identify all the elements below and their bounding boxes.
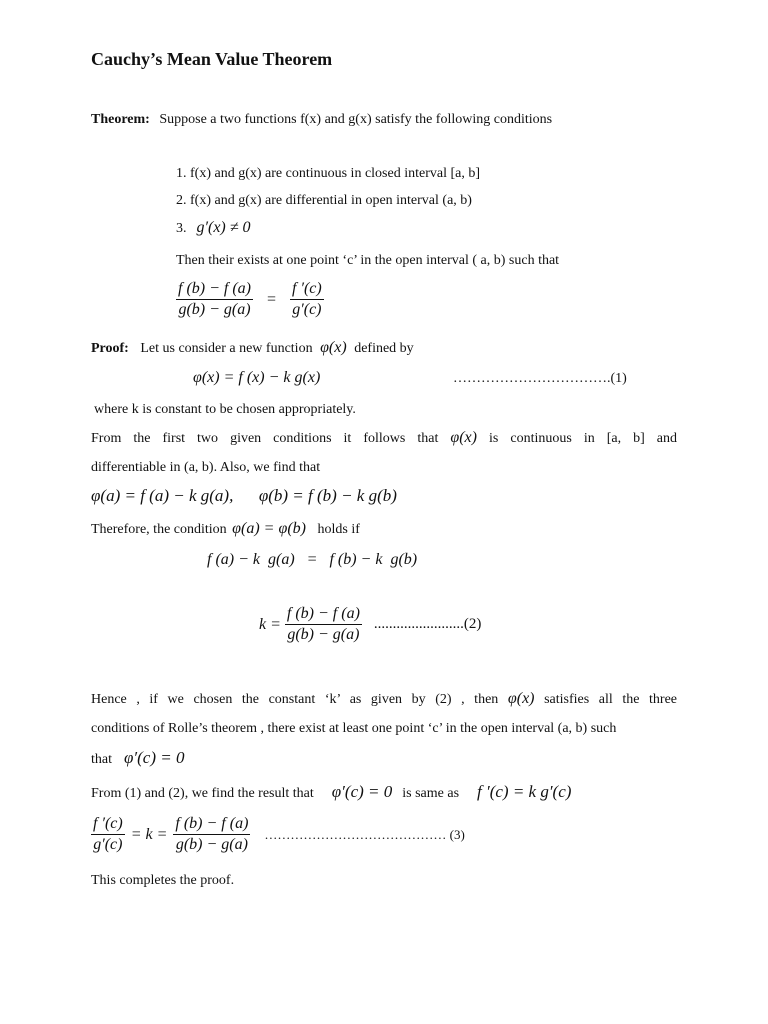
condition-2: 2. f(x) and g(x) are differential in open interval (a, b) [176,193,472,208]
k-note: where k is constant to be chosen appropriately. [94,402,356,417]
theorem-label: Theorem: [91,112,150,127]
continuity-before: From the first two given conditions it follows that [91,431,439,446]
hence-after: satisfies all the three [544,692,678,707]
equation-1: φ(x) = f (x) − k g(x) [193,369,321,386]
final-rhs-fraction [173,815,250,854]
condition-line [91,520,360,538]
result-rhs-denominator: g′(c) [292,301,322,318]
theorem-intro: Suppose a two functions f(x) and g(x) satisfy the following conditions [159,112,553,127]
condition-3-number: 3. [176,221,187,236]
condition-3-math: g′(x) ≠ 0 [196,219,251,236]
same-as-text: is same as [402,786,460,801]
result-lhs-fraction [176,280,253,319]
final-lhs-numerator: f ′(c) [93,815,123,832]
from-text: From (1) and (2), we find the result that [91,786,314,801]
from-line [91,782,571,802]
continuity-phi: φ(x) [450,429,477,446]
final-lhs-fraction [91,815,125,854]
proof-intro-line [91,339,414,357]
from-math-2: f ′(c) = k g′(c) [477,782,572,801]
hence-line [91,690,677,708]
proof-label: Proof: [91,341,129,356]
proof-intro-before: Let us consider a new function [140,341,313,356]
continuity-line [91,429,677,447]
k-denominator: g(b) − g(a) [287,626,360,643]
rolle-line: conditions of Rolle’s theorem , there exist at least one point ‘c’ in the open interval (a, b) such [91,721,617,736]
differentiable-line: differentiable in (a, b). Also, we find that [91,460,321,475]
proof-intro-after: defined by [354,341,414,356]
condition-1: 1. f(x) and g(x) are continuous in closed interval [a, b] [176,166,481,181]
that-math: φ′(c) = 0 [124,748,185,767]
result-lhs-denominator: g(b) − g(a) [178,301,251,318]
theorem-intro-line [91,112,552,128]
final-rhs-numerator: f (b) − f (a) [175,815,249,832]
condition-3 [176,219,251,237]
k-lhs: k = [259,615,281,633]
theorem-result-equation [176,280,324,319]
condition-math: φ(a) = φ(b) [232,520,306,537]
phi-values: φ(a) = f (a) − k g(a), φ(b) = f (b) − k g(b) [91,486,397,505]
equation-2 [259,605,481,644]
proof-intro-phi: φ(x) [320,339,347,356]
k-fraction [285,605,362,644]
hence-before: Hence , if we chosen the constant ‘k’ as given by (2) , then [91,692,499,707]
equality-equation: f (a) − k g(a) = f (b) − k g(b) [207,551,418,568]
final-middle: = k = [130,825,168,843]
from-math-1: φ′(c) = 0 [331,782,393,801]
result-lhs-numerator: f (b) − f (a) [178,280,251,297]
that-line [91,748,184,768]
condition-before: Therefore, the condition [91,522,227,537]
proof-conclusion: This completes the proof. [91,873,235,888]
result-rhs-fraction [290,280,324,319]
continuity-after: is continuous in [a, b] and [489,431,678,446]
condition-after: holds if [317,522,360,537]
final-lhs-denominator: g′(c) [93,836,123,853]
page-title: Cauchy’s Mean Value Theorem [91,49,333,69]
equation-1-tag: …………………………….(1) [453,371,627,386]
final-rhs-denominator: g(b) − g(a) [175,836,248,853]
result-equals: = [267,290,277,308]
hence-phi: φ(x) [507,690,535,707]
k-numerator: f (b) − f (a) [286,605,360,622]
then-statement: Then their exists at one point ‘c’ in the open interval ( a, b) such that [176,253,560,268]
equation-3 [91,815,465,854]
equation-2-tag: ........................(2) [373,616,482,632]
equation-3-tag: …………………………………… (3) [264,826,465,842]
result-rhs-numerator: f ′(c) [292,280,322,297]
that-text: that [91,752,112,767]
